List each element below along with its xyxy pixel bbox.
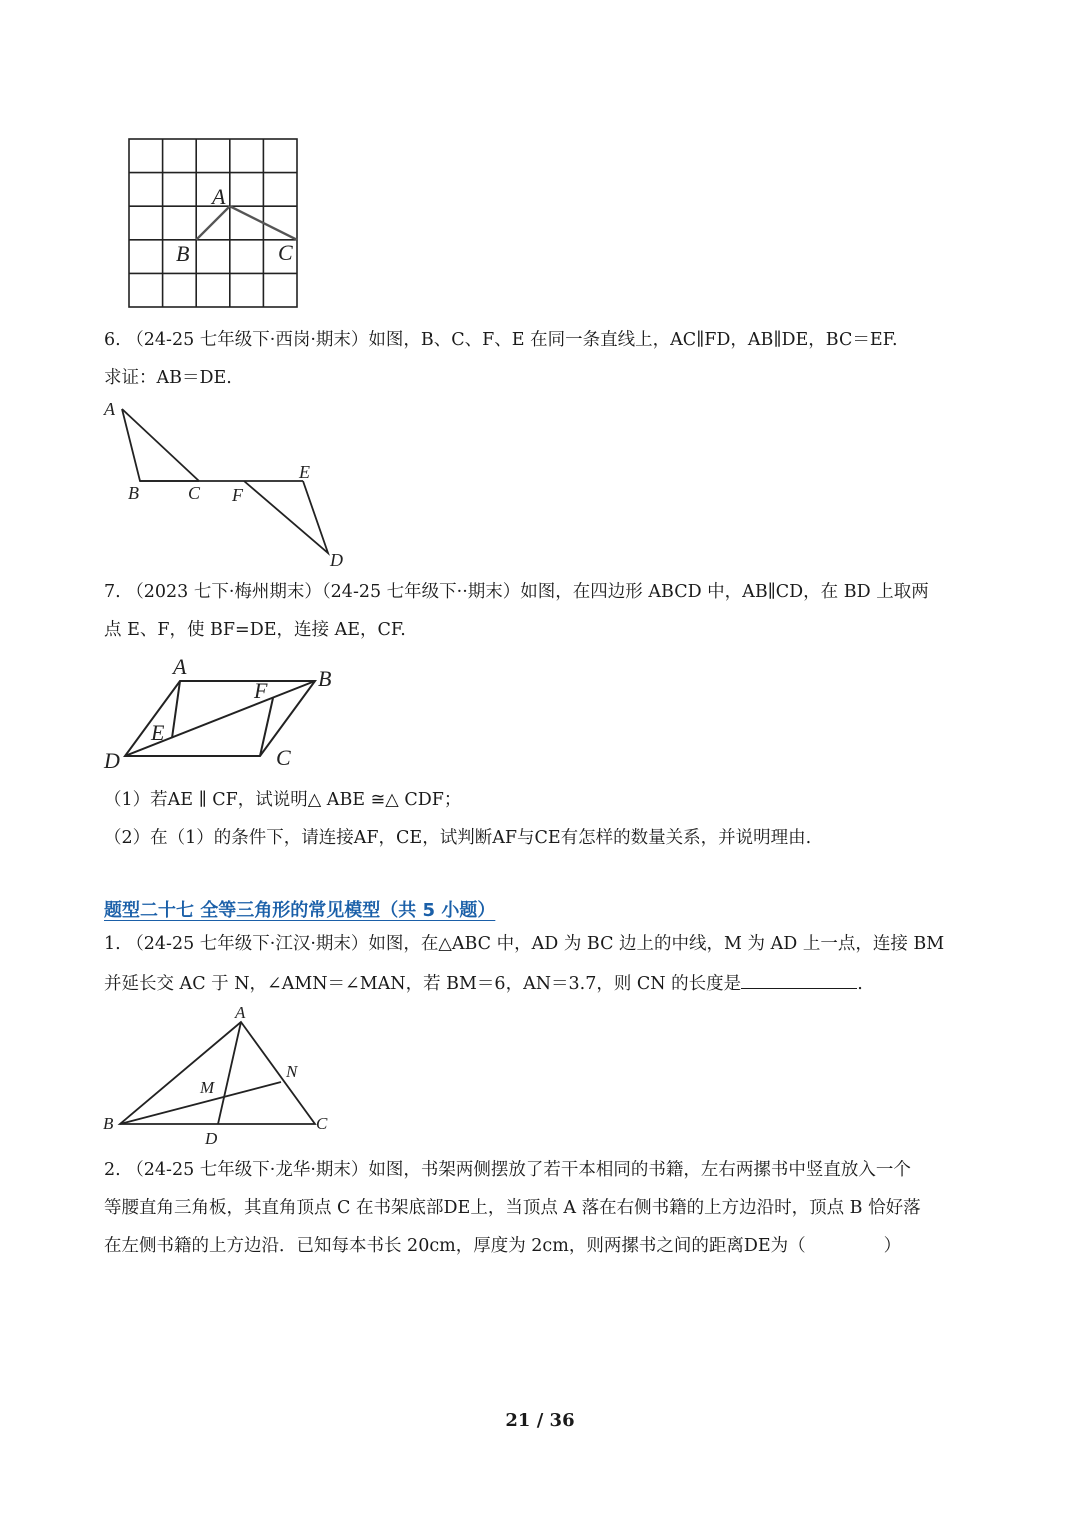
q7-figure [100, 650, 350, 778]
s1-label-d: D [205, 1129, 218, 1148]
s1-label-n: N [286, 1062, 298, 1081]
q6-label-b: B [128, 483, 139, 503]
s1-label-b: B [103, 1114, 114, 1133]
s1-figure [98, 1000, 338, 1150]
s2-line3-end: ） [883, 1236, 902, 1256]
q7-sub2: （2）在（1）的条件下，请连接AF，CE，试判断AF与CE有怎样的数量关系，并说明理由. [104, 828, 812, 848]
segment-ab [196, 206, 230, 240]
q7-label-e: E [151, 720, 165, 745]
q6-line1: 6. （24-25 七年级下·西岗·期末）如图，B、C、F、E 在同一条直线上，AC∥FD，AB∥DE，BC＝EF. [104, 330, 898, 350]
s1-line2-end: . [857, 974, 863, 994]
s1-line1: 1. （24-25 七年级下·江汉·期末）如图，在△ABC 中，AD 为 BC 边上的中线，M 为 AD 上一点，连接 BM [104, 934, 945, 954]
s1-label-a: A [235, 1003, 246, 1022]
q6-label-d: D [330, 550, 343, 570]
q7-line2: 点 E、F，使 BF=DE，连接 AE，CF. [104, 620, 406, 640]
s1-line2 [104, 970, 863, 996]
label-b: B [176, 241, 190, 266]
s1-label-m: M [200, 1078, 215, 1097]
q7-label-f: F [254, 678, 268, 703]
s1-line2-text: 并延长交 AC 于 N，∠AMN＝∠MAN，若 BM＝6，AN＝3.7，则 CN 的长度是 [104, 974, 742, 994]
s2-line3 [104, 1234, 901, 1258]
q7-label-d: D [104, 748, 120, 773]
page-number: 21 / 36 [505, 1410, 575, 1431]
q7-label-c: C [276, 745, 291, 770]
answer-blank[interactable] [741, 970, 857, 989]
q7-label-b: B [318, 666, 332, 691]
s1-label-c: C [316, 1114, 328, 1133]
label-c: C [278, 240, 293, 265]
q7-label-a: A [173, 654, 187, 679]
q7-line1: 7. （2023 七下·梅州期末）（24-25 七年级下··期末）如图，在四边形 ABCD 中，AB∥CD，在 BD 上取两 [104, 582, 929, 602]
section-title: 题型二十七 全等三角形的常见模型（共 5 小题） [104, 900, 496, 921]
q6-label-e: E [299, 462, 310, 482]
q6-line2: 求证：AB＝DE. [104, 368, 232, 388]
q6-label-f: F [232, 485, 243, 505]
s2-line2: 等腰直角三角板，其直角顶点 C 在书架底部DE上，当顶点 A 落在右侧书籍的上方边沿时，顶点 B 恰好落 [104, 1198, 921, 1218]
q6-figure [100, 395, 360, 573]
q6-label-a: A [104, 399, 115, 419]
grid-figure [120, 130, 310, 315]
s2-line3-text: 在左侧书籍的上方边沿．已知每本书长 20cm，厚度为 2cm，则两摞书之间的距离DE为（ [104, 1236, 806, 1256]
label-a: A [212, 184, 226, 209]
q6-label-c: C [188, 483, 201, 503]
s2-line1: 2. （24-25 七年级下·龙华·期末）如图，书架两侧摆放了若干本相同的书籍，左右两摞书中竖直放入一个 [104, 1160, 911, 1180]
q7-sub1: （1）若AE ∥ CF，试说明△ ABE ≅△ CDF； [104, 790, 462, 810]
